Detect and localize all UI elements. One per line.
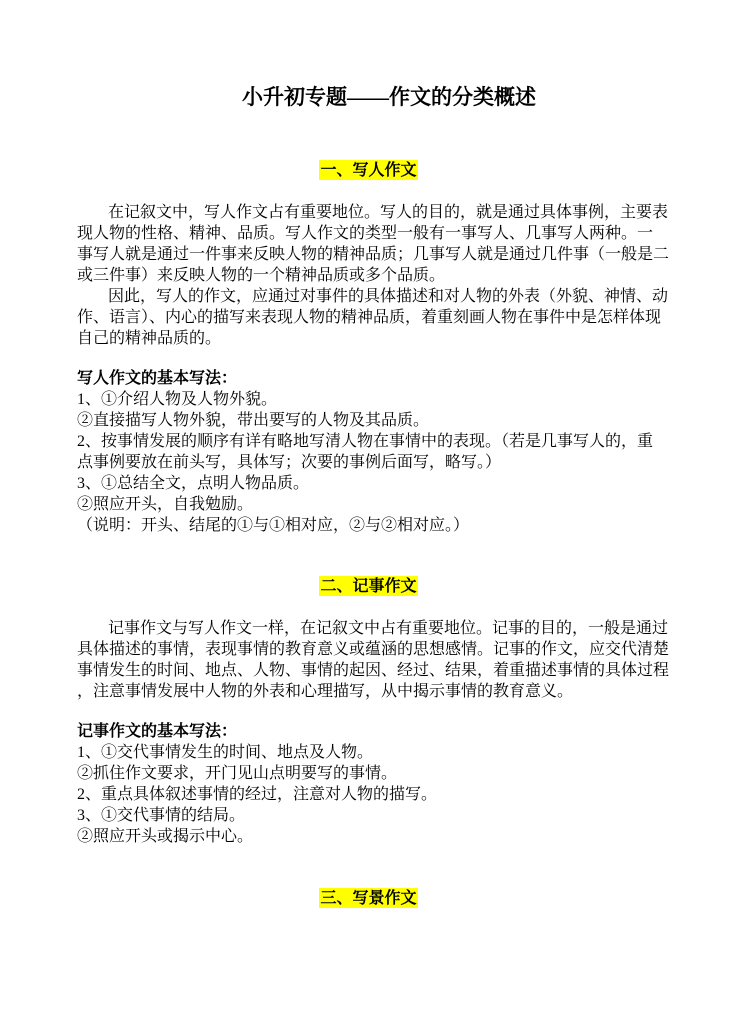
section-1-method [77,368,677,536]
method-list [77,389,677,536]
method-line: 2、重点具体叙述事情的经过，注意对人物的描写。 [77,786,438,803]
paragraph-line: 在记叙文中，写人作文占有重要地位。写人的目的，就是通过具体事例，主要表 [108,204,669,221]
method-line: ②直接描写人物外貌，带出要写的人物及其品质。 [77,412,430,429]
paragraph [77,618,677,702]
method-line: ②照应开头或揭示中心。 [77,828,254,845]
paragraph-line: 自己的精神品质的。 [77,330,222,347]
paragraph [77,286,677,349]
paragraph-line: 事写人就是通过一件事来反映人物的精神品质；几事写人就是通过几件事（一般是二 [77,246,670,263]
method-list [77,742,677,847]
paragraph-line: 事情发生的时间、地点、人物、事情的起因、经过、结果，着重描述事情的具体过程 [77,662,670,679]
method-line: 2、按事情发展的顺序有详有略地写清人物在事情中的表现。（若是几事写人的，重 [77,433,654,450]
method-heading: 记事作文的基本写法： [77,723,238,740]
method-line: ②照应开头，自我勉励。 [77,496,254,513]
method-line: ②抓住作文要求，开门见山点明要写的事情。 [77,765,398,782]
paragraph-line: 具体描述的事情，表现事情的教育意义或蕴涵的思想感情。记事的作文，应交代清楚 [77,641,670,658]
section-heading-describing-scenery [0,888,737,908]
section-heading-writing-people [0,160,737,180]
section-1-body [77,202,677,349]
method-heading: 写人作文的基本写法： [77,370,238,387]
paragraph-line: 记事作文与写人作文一样，在记叙文中占有重要地位。记事的目的，一般是通过 [108,620,669,637]
method-line: 1、①介绍人物及人物外貌。 [77,391,278,408]
method-line: 3、①总结全文，点明人物品质。 [77,475,310,492]
section-heading-highlight: 二、记事作文 [320,576,417,595]
method-line: 3、①交代事情的结局。 [77,807,246,824]
paragraph-line: 作、语言）、内心的描写来表现人物的精神品质，着重刻画人物在事件中是怎样体现 [77,309,662,326]
document-title: 小升初专题——作文的分类概述 [242,85,536,109]
section-heading-highlight: 一、写人作文 [320,160,417,179]
section-2-body [77,618,677,702]
paragraph-line: 或三件事）来反映人物的一个精神品质或多个品质。 [77,267,446,284]
section-heading-narrating-events [0,576,737,596]
paragraph-line: 现人物的性格、精神、品质。写人作文的类型一般有一事写人、几事写人两种。一 [77,225,654,242]
section-heading-highlight: 三、写景作文 [320,888,417,907]
section-2-method [77,721,677,847]
method-line: 点事例要放在前头写，具体写；次要的事例后面写，略写。） [77,454,502,471]
paragraph-line: 因此，写人的作文，应通过对事件的具体描述和对人物的外表（外貌、神情、动 [108,288,669,305]
paragraph-line: ，注意事情发展中人物的外表和心理描写，从中揭示事情的教育意义。 [77,683,574,700]
paragraph [77,202,677,286]
method-line: （说明：开头、结尾的①与①相对应，②与②相对应。） [77,517,470,534]
method-line: 1、①交代事情发生的时间、地点及人物。 [77,744,374,761]
